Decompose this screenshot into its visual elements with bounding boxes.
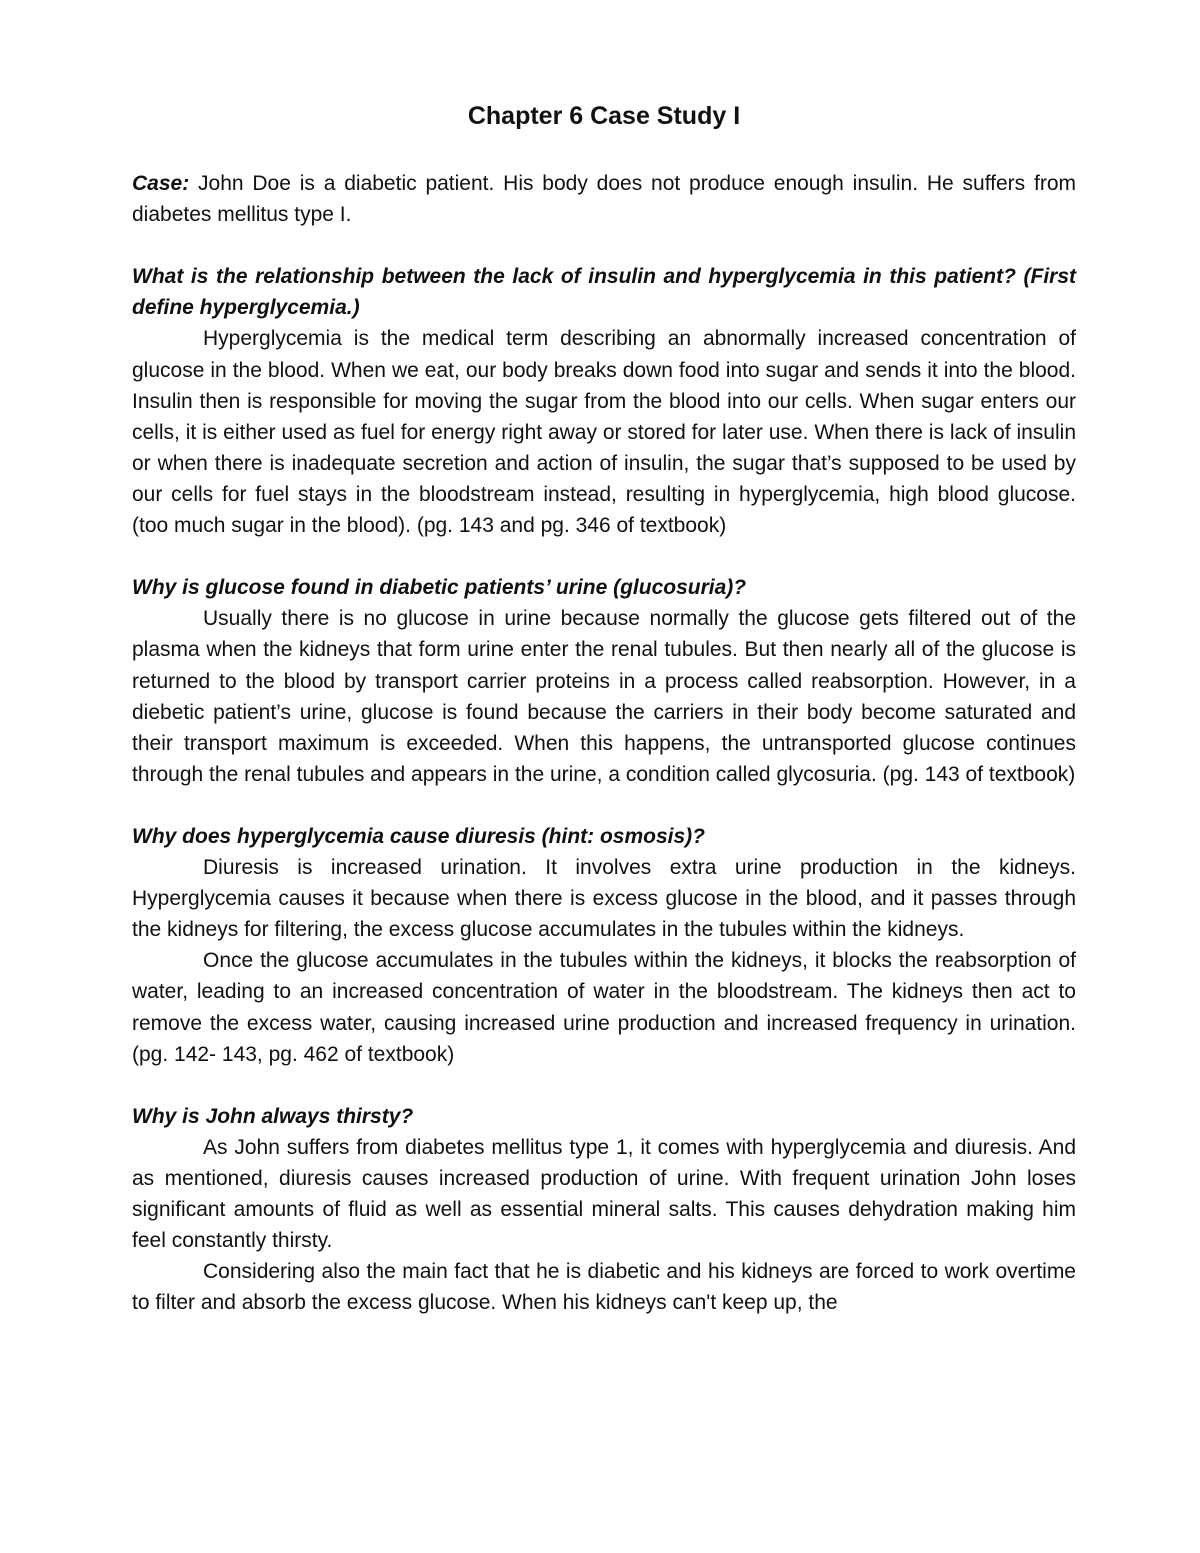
question-3: Why does hyperglycemia cause diuresis (hint: osmosis)? (132, 824, 705, 848)
question-2: Why is glucose found in diabetic patients’ urine (glucosuria)? (132, 576, 747, 600)
document-body (132, 168, 1076, 1318)
document-title: Chapter 6 Case Study I (467, 102, 741, 130)
question-4: Why is John always thirsty? (132, 1104, 414, 1128)
answer-1-paragraph-1: Hyperglycemia is the medical term describing an abnormally increased concentration of glucose in the blood. When we eat, our body breaks down food into sugar and sends it into the blood. Insulin then is responsible for moving the sugar from the blood into our cells. When sugar enters our cells, it is either used as fuel for energy right away or stored for later use. When there is lack of insulin or when there is inadequate secretion and action of insulin, the sugar that’s supposed to be used by our cells for fuel stays in the bloodstream instead, resulting in hyperglycemia, high blood glucose. (too much sugar in the blood). (pg. 143 and pg. 346 of textbook) (132, 327, 1076, 538)
answer-3-paragraph-2: Once the glucose accumulates in the tubules within the kidneys, it blocks the reabsorption of water, leading to an increased concentration of water in the bloodstream. The kidneys then act to remove the excess water, causing increased urine production and increased frequency in urination. (pg. 142- 143, pg. 462 of textbook) (132, 949, 1076, 1066)
case-label: Case: (132, 172, 190, 195)
case-paragraph (132, 168, 1076, 230)
question-1: What is the relationship between the lack of insulin and hyperglycemia in this patient? (First define hyperglycemia.) (132, 265, 1076, 320)
answer-4-paragraph-1: As John suffers from diabetes mellitus type 1, it comes with hyperglycemia and diuresis. And as mentioned, diuresis causes increased production of urine. With frequent urination John loses significant amounts of fluid as well as essential mineral salts. This causes dehydration making him feel constantly thirsty. (132, 1135, 1076, 1253)
answer-4-paragraph-2: Considering also the main fact that he is diabetic and his kidneys are forced to work overtime to filter and absorb the excess glucose. When his kidneys can't keep up, the (132, 1260, 1076, 1315)
case-text: John Doe is a diabetic patient. His body does not produce enough insulin. He suffers from diabetes mellitus type I. (132, 172, 1076, 227)
answer-3-paragraph-1: Diuresis is increased urination. It involves extra urine production in the kidneys. Hyperglycemia causes it because when there is excess glucose in the blood, and it passes through the kidneys for filtering, the excess glucose accumulates in the tubules within the kidneys. (132, 856, 1076, 942)
answer-2-paragraph-1: Usually there is no glucose in urine because normally the glucose gets filtered out of the plasma when the kidneys that form urine enter the renal tubules. But then nearly all of the glucose is returned to the blood by transport carrier proteins in a process called reabsorption. However, in a diebetic patient’s urine, glucose is found because the carriers in their body become saturated and their transport maximum is exceeded. When this happens, the untransported glucose continues through the renal tubules and appears in the urine, a condition called glycosuria. (pg. 143 of textbook) (132, 607, 1076, 786)
